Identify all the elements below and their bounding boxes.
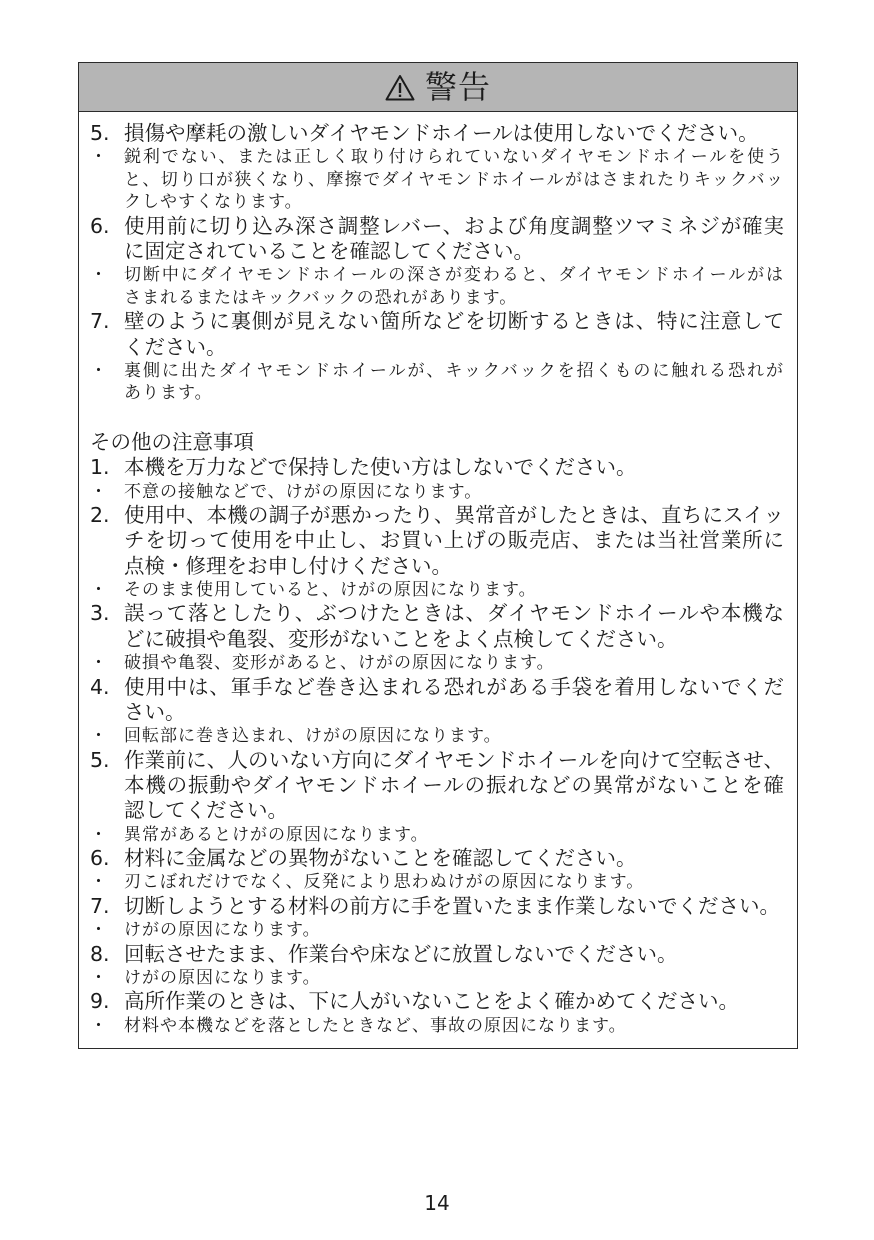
item-text-line: 本機の振動やダイヤモンドホイールの振れなどの異常がないことを確: [124, 772, 784, 797]
note-text: [124, 264, 784, 309]
note-text-line: あります。: [124, 383, 213, 404]
warning-content: [79, 112, 797, 1048]
note-text: [124, 652, 784, 675]
item-text-line: 認してください。: [124, 798, 288, 823]
item-text-line: 作業前に、人のいない方向にダイヤモンドホイールを向けて空転させ、: [124, 747, 784, 772]
bullet-mark: ・: [90, 967, 107, 988]
item-number: 2.: [90, 503, 110, 528]
item-row: [90, 214, 785, 265]
item-number: 7.: [90, 893, 110, 918]
note-text-line: さまれるまたはキックバックの恐れがあります。: [124, 287, 518, 308]
note-text-line: 材料や本機などを落としたときなど、事故の原因になります。: [124, 1015, 627, 1036]
item-number: 5.: [90, 121, 110, 145]
item-number: 6.: [90, 846, 110, 871]
note-row: [90, 146, 785, 214]
item-number: 1.: [90, 455, 110, 480]
note-text-line: 異常があるとけがの原因になります。: [124, 824, 429, 845]
item-row: [90, 748, 785, 824]
item-row: [90, 121, 785, 146]
item-text-line: 点検・修理をお申し付けください。: [124, 553, 452, 578]
precaution-item: [90, 748, 785, 846]
note-text-line: 破損や亀裂、変形があると、けがの原因になります。: [124, 653, 555, 674]
item-number: 4.: [90, 674, 110, 699]
item-text: [124, 748, 784, 824]
note-text: [124, 967, 784, 990]
item-text: [124, 894, 784, 919]
note-row: [90, 264, 785, 309]
item-text: [124, 601, 784, 652]
warning-header: [79, 63, 797, 112]
note-row: [90, 967, 785, 990]
precaution-item: [90, 455, 785, 503]
note-text-line: 裏側に出たダイヤモンドホイールが、キックバックを招くものに触れる恐れが: [124, 360, 784, 381]
item-number: 6.: [90, 213, 110, 238]
bullet-mark: ・: [90, 1015, 107, 1036]
note-text: [124, 919, 784, 942]
item-text: [124, 989, 784, 1014]
item-text-line: 回転させたまま、作業台や床などに放置しないでください。: [124, 941, 678, 966]
item-text: [124, 503, 784, 579]
bullet-mark: ・: [90, 360, 107, 381]
bullet-mark: ・: [90, 579, 107, 600]
item-text-line: ください。: [124, 334, 227, 359]
note-text-line: けがの原因になります。: [124, 920, 321, 941]
note-text-line: 鋭利でない、または正しく取り付けられていないダイヤモンドホイールを使う: [124, 147, 784, 168]
bullet-mark: ・: [90, 872, 107, 893]
note-row: [90, 1015, 785, 1038]
item-text: [124, 309, 784, 360]
warning-item: [90, 309, 785, 405]
note-text-line: クしやすくなります。: [124, 192, 303, 213]
precaution-item: [90, 675, 785, 748]
item-row: [90, 503, 785, 579]
item-row: [90, 309, 785, 360]
item-text-line: 切断しようとする材料の前方に手を置いたまま作業しないでください。: [124, 893, 780, 918]
item-row: [90, 846, 785, 871]
bullet-mark: ・: [90, 265, 107, 286]
item-text-line: 使用中、本機の調子が悪かったり、異常音がしたときは、直ちにスイッ: [124, 503, 784, 528]
warning-item: [90, 121, 785, 214]
bullet-mark: ・: [90, 726, 107, 747]
note-row: [90, 824, 785, 847]
item-row: [90, 942, 785, 967]
item-row: [90, 894, 785, 919]
note-text-line: けがの原因になります。: [124, 967, 321, 988]
section-heading: その他の注意事項: [90, 429, 254, 454]
precaution-item: [90, 503, 785, 601]
item-text-line: 使用中は、軍手など巻き込まれる恐れがある手袋を着用しないでくだ: [124, 674, 784, 699]
item-text-line: 誤って落としたり、ぶつけたときは、ダイヤモンドホイールや本機な: [124, 601, 784, 626]
item-number: 7.: [90, 309, 110, 334]
item-text: [124, 455, 784, 480]
note-text: [124, 146, 784, 214]
item-text-line: 材料に金属などの異物がないことを確認してください。: [124, 846, 637, 871]
precaution-item: [90, 846, 785, 894]
page-number: 14: [424, 1191, 450, 1215]
note-row: [90, 725, 785, 748]
precaution-item: [90, 942, 785, 990]
note-text: [124, 725, 784, 748]
item-text: [124, 121, 784, 146]
item-row: [90, 675, 785, 726]
note-text-line: 不意の接触などで、けがの原因になります。: [124, 481, 483, 502]
item-text-line: 使用前に切り込み深さ調整レバー、および角度調整ツマミネジが確実: [124, 213, 784, 238]
note-text: [124, 824, 784, 847]
item-number: 9.: [90, 989, 110, 1014]
item-row: [90, 601, 785, 652]
item-text-line: どに破損や亀裂、変形がないことをよく点検してください。: [124, 626, 678, 651]
item-text-line: 損傷や摩耗の激しいダイヤモンドホイールは使用しないでください。: [124, 121, 759, 145]
note-row: [90, 652, 785, 675]
item-text-line: チを切って使用を中止し、お買い上げの販売店、または当社営業所に: [124, 528, 784, 553]
note-text-line: 刃こぼれだけでなく、反発により思わぬけがの原因になります。: [124, 872, 645, 893]
precaution-item: [90, 894, 785, 942]
note-text-line: そのまま使用していると、けがの原因になります。: [124, 579, 537, 600]
item-text-line: さい。: [124, 699, 186, 724]
note-text: [124, 1015, 784, 1038]
note-text-line: 回転部に巻き込まれ、けがの原因になります。: [124, 726, 502, 747]
item-text: [124, 214, 784, 265]
note-text: [124, 579, 784, 602]
item-text: [124, 675, 784, 726]
note-row: [90, 360, 785, 405]
note-row: [90, 919, 785, 942]
note-text: [124, 481, 784, 504]
item-row: [90, 989, 785, 1014]
note-row: [90, 481, 785, 504]
warning-item: [90, 214, 785, 310]
item-text-line: 壁のように裏側が見えない箇所などを切断するときは、特に注意して: [124, 309, 784, 334]
note-text-line: 切断中にダイヤモンドホイールの深さが変わると、ダイヤモンドホイールがは: [124, 265, 784, 286]
item-text-line: に固定されていることを確認してください。: [124, 239, 534, 264]
note-text: [124, 360, 784, 405]
warning-box: [78, 62, 798, 1049]
precaution-item: [90, 989, 785, 1037]
bullet-mark: ・: [90, 653, 107, 674]
item-number: 8.: [90, 941, 110, 966]
bullet-mark: ・: [90, 481, 107, 502]
bullet-mark: ・: [90, 147, 107, 168]
precaution-item: [90, 601, 785, 674]
item-text: [124, 942, 784, 967]
bullet-mark: ・: [90, 824, 107, 845]
item-text-line: 高所作業のときは、下に人がいないことをよく確かめてください。: [124, 989, 739, 1014]
warning-icon: [385, 74, 415, 101]
note-row: [90, 579, 785, 602]
warning-title: 警告: [424, 68, 491, 106]
bullet-mark: ・: [90, 920, 107, 941]
item-number: 5.: [90, 747, 110, 772]
item-text-line: 本機を万力などで保持した使い方はしないでください。: [124, 455, 637, 480]
note-row: [90, 871, 785, 894]
note-text-line: と、切り口が狭くなり、摩擦でダイヤモンドホイールがはさまれたりキックバッ: [124, 169, 784, 190]
note-text: [124, 871, 784, 894]
item-row: [90, 455, 785, 480]
item-number: 3.: [90, 601, 110, 626]
item-text: [124, 846, 784, 871]
